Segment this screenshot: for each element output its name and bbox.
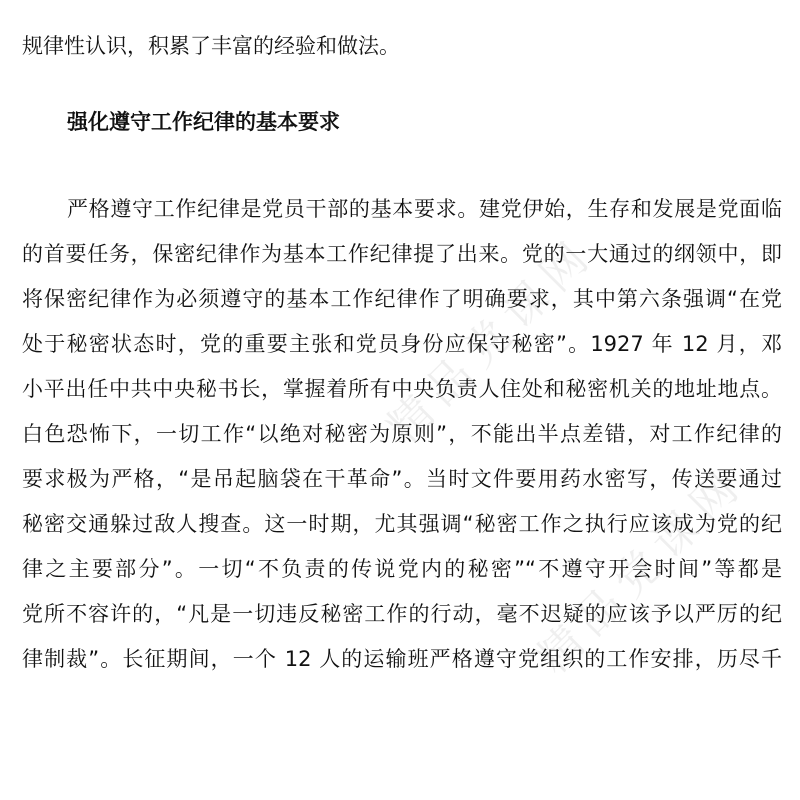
body-paragraph (22, 187, 782, 682)
watermark-text: 精品党课网 (527, 456, 755, 684)
paragraph-line: 党所不容许的，“凡是一切违反秘密工作的行动，毫不迟疑的应该予以严厉的纪 (22, 602, 782, 626)
paragraph-line: 小平出任中共中央秘书长，掌握着所有中央负责人住处和秘密机关的地址地点。 (22, 377, 782, 401)
paragraph-line: 秘密交通躲过敌人搜查。这一时期，尤其强调“秘密工作之执行应该成为党的纪 (22, 512, 782, 536)
section-heading: 强化遵守工作纪律的基本要求 (67, 110, 340, 134)
watermark-text: 精品党课网 (377, 226, 605, 454)
paragraph-line: 要求极为严格，“是吊起脑袋在干革命”。当时文件要用药水密写，传送要通过 (22, 467, 782, 491)
intro-line: 规律性认识，积累了丰富的经验和做法。 (22, 34, 400, 58)
paragraph-line: 严格遵守工作纪律是党员干部的基本要求。建党伊始，生存和发展是党面临 (67, 197, 782, 221)
paragraph-line: 律之主要部分”。一切“不负责的传说党内的秘密”“不遵守开会时间”等都是 (22, 557, 782, 581)
paragraph-line: 的首要任务，保密纪律作为基本工作纪律提了出来。党的一大通过的纲领中，即 (22, 242, 782, 266)
paragraph-line: 将保密纪律作为必须遵守的基本工作纪律作了明确要求，其中第六条强调“在党 (22, 287, 782, 311)
paragraph-line: 律制裁”。长征期间，一个 12 人的运输班严格遵守党组织的工作安排，历尽千 (22, 647, 782, 671)
paragraph-line: 处于秘密状态时，党的重要主张和党员身份应保守秘密”。1927 年 12 月，邓 (22, 332, 782, 356)
paragraph-line: 白色恐怖下，一切工作“以绝对秘密为原则”，不能出半点差错，对工作纪律的 (22, 422, 782, 446)
